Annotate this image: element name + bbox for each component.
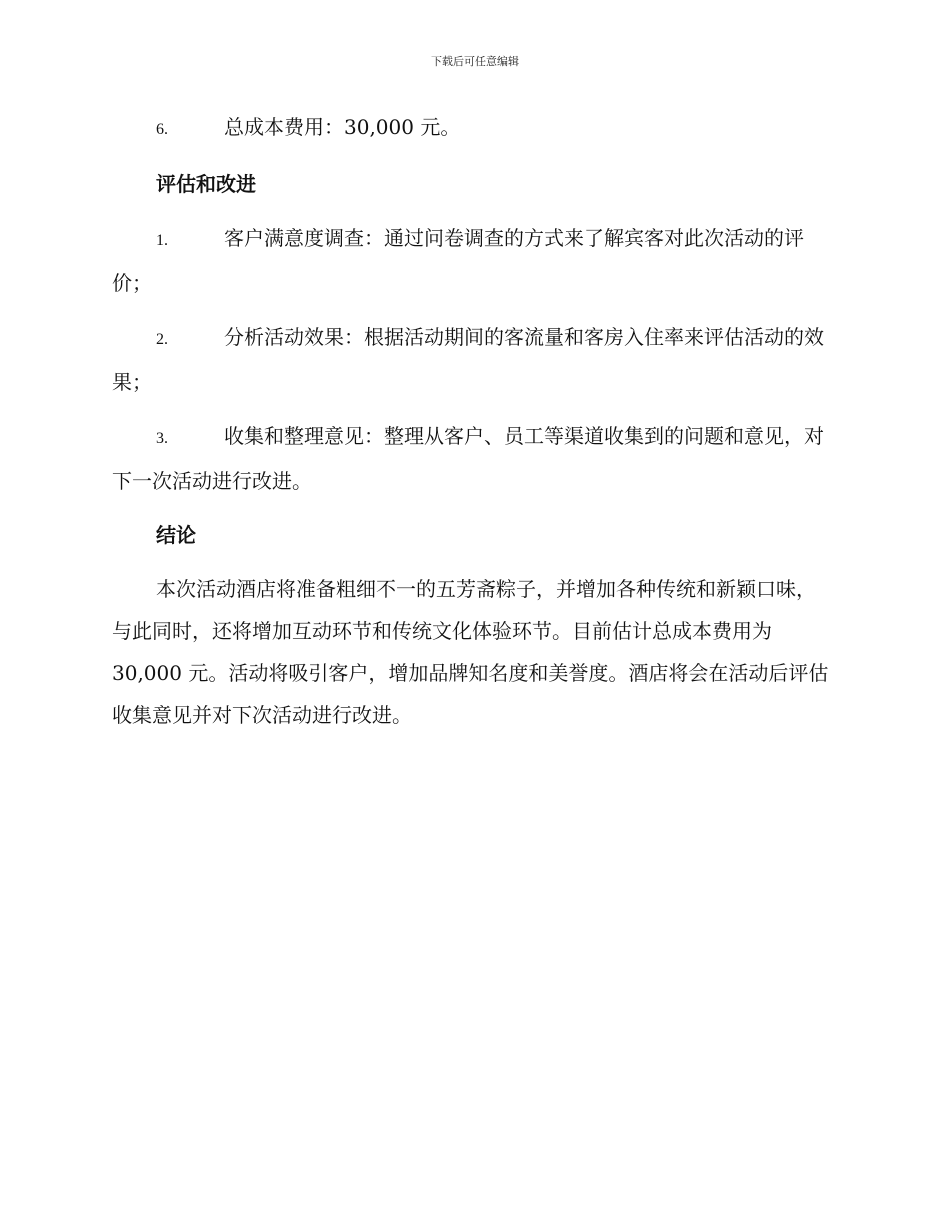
- list-item: [112, 106, 834, 151]
- list-number: 6.: [156, 121, 168, 138]
- list-number: 2.: [156, 331, 168, 348]
- list-text: 总成本费用：30,000 元。: [224, 115, 461, 139]
- list-item: [112, 217, 834, 304]
- list-text: 收集和整理意见：整理从客户、员工等渠道收集到的问题和意见，对下一次活动进行改进。: [112, 424, 824, 493]
- list-item: [112, 316, 834, 403]
- list-number: 1.: [156, 232, 168, 249]
- document-body: [112, 106, 834, 736]
- conclusion-paragraph: 本次活动酒店将准备粗细不一的五芳斋粽子，并增加各种传统和新颖口味，与此同时，还将增加互动环节和传统文化体验环节。目前估计总成本费用为 30,000 元。活动将吸引客户，增加品牌知名度和美誉度。酒店将会在活动后评估收集意见并对下次活动进行改进。: [112, 577, 829, 727]
- list-item: [112, 415, 834, 502]
- list-number: 3.: [156, 430, 168, 447]
- section-heading-conclusion: 结论: [156, 523, 196, 547]
- section-heading-evaluation: 评估和改进: [156, 172, 256, 196]
- list-text: 分析活动效果：根据活动期间的客流量和客房入住率来评估活动的效果；: [112, 325, 824, 394]
- list-text: 客户满意度调查：通过问卷调查的方式来了解宾客对此次活动的评价；: [112, 226, 804, 295]
- page-header: 下载后可任意编辑: [431, 55, 519, 68]
